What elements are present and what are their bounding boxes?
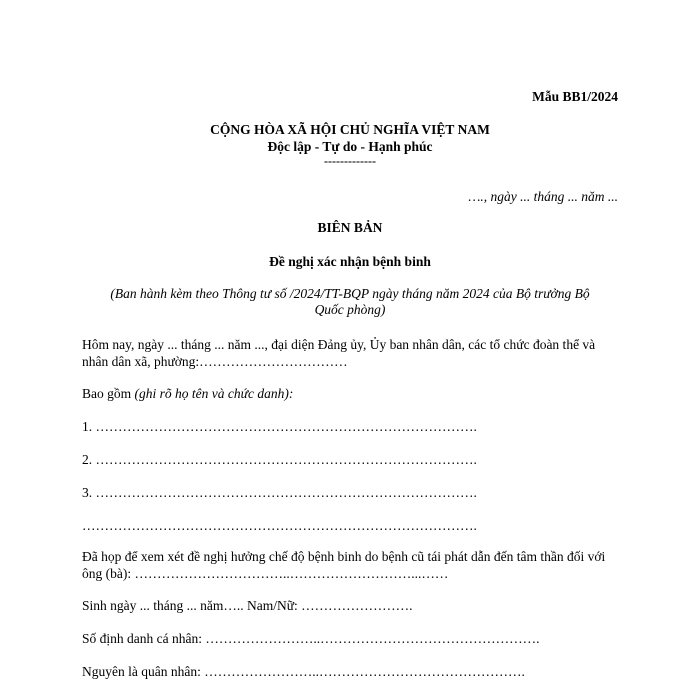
review-line-1: Đã họp để xem xét đề nghị hưởng chế độ bệnh binh do bệnh cũ tái phát dẫn đến tâm thần đối với [82, 549, 606, 564]
review-line-2: ông (bà): ……………………………..………………………...…… [82, 566, 449, 581]
date-line: …., ngày ... tháng ... năm ... [468, 189, 618, 204]
member-line-extra: ……………………………………………………………………………. [82, 518, 477, 533]
document-title: BIÊN BẢN [317, 220, 383, 235]
birth-line: Sinh ngày ... tháng ... năm….. Nam/Nữ: ……………………. [82, 598, 413, 613]
member-line-2: 2. …………………………………………………………………………. [82, 452, 477, 467]
intro-line-2: nhân dân xã, phường:…………………………… [82, 354, 348, 369]
issued-note-line-2: Quốc phòng) [314, 302, 386, 317]
country-heading: CỘNG HÒA XÃ HỘI CHỦ NGHĨA VIỆT NAM [210, 122, 490, 137]
motto: Độc lập - Tự do - Hạnh phúc [267, 139, 433, 154]
origin-line: Nguyên là quân nhân: ……………………..………………………………………. [82, 664, 525, 679]
issued-note-line-1: (Ban hành kèm theo Thông tư số /2024/TT-BQP ngày tháng năm 2024 của Bộ trưởng Bộ [110, 286, 590, 301]
members-heading [82, 386, 293, 402]
personal-id-line: Số định danh cá nhân: ……………………..…………………………………………. [82, 631, 540, 646]
form-code: Mẫu BB1/2024 [532, 89, 618, 104]
members-label: Bao gồm [82, 386, 135, 401]
heading-divider: ------------- [324, 154, 376, 168]
member-line-1: 1. …………………………………………………………………………. [82, 419, 477, 434]
intro-line-1: Hôm nay, ngày ... tháng ... năm ..., đại diện Đảng ủy, Ủy ban nhân dân, các tổ chức đoàn thể và [82, 337, 596, 352]
document-subtitle: Đề nghị xác nhận bệnh binh [269, 254, 431, 269]
members-hint: (ghi rõ họ tên và chức danh): [134, 386, 294, 401]
member-line-3: 3. …………………………………………………………………………. [82, 485, 477, 500]
